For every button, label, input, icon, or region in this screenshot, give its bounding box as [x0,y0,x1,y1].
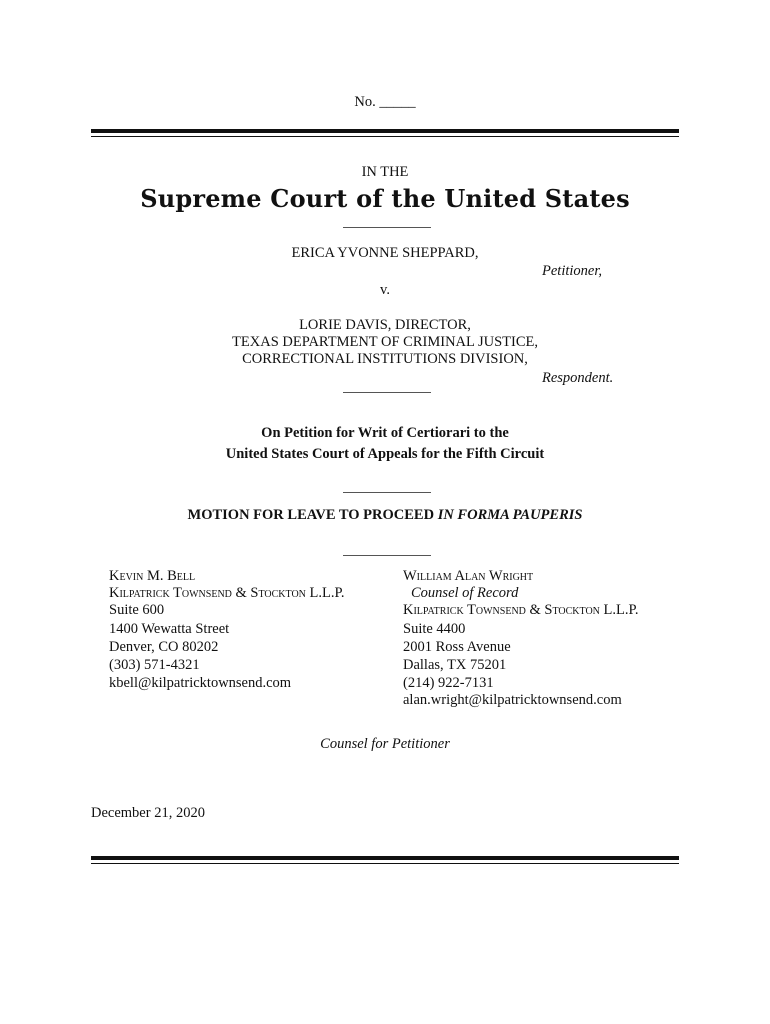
court-name: Supreme Court of the United States [140,184,630,213]
divider-3 [343,492,431,493]
divider-1 [343,227,431,228]
petition-line-2: United States Court of Appeals for the Fifth Circuit [225,446,545,462]
divider-2 [343,392,431,393]
top-rule-thick [91,129,679,133]
motion-title-prefix: MOTION FOR LEAVE TO PROCEED [187,507,438,523]
right-counsel-name: William Alan Wright [403,568,534,584]
respondent-line: CORRECTIONAL INSTITUTIONS DIVISION, [242,351,528,367]
respondent-role: Respondent. [542,370,614,386]
right-counsel-email: alan.wright@kilpatricktownsend.com [403,692,622,708]
in-the-label: IN THE [361,164,409,180]
bottom-rule-thin [91,863,679,864]
bottom-rule-thick [91,856,679,860]
respondent-line: LORIE DAVIS, DIRECTOR, [299,317,471,333]
left-counsel-suite: Suite 600 [109,602,165,618]
filing-date: December 21, 2020 [91,805,205,821]
right-counsel-city: Dallas, TX 75201 [403,657,507,673]
left-counsel-city: Denver, CO 80202 [109,639,219,655]
right-counsel-firm: Kilpatrick Townsend & Stockton L.L.P. [403,602,639,618]
docket-number: No. _____ [354,94,416,110]
left-counsel-street: 1400 Wewatta Street [109,621,230,637]
left-counsel-phone: (303) 571-4321 [109,657,200,673]
counsel-for: Counsel for Petitioner [320,736,450,752]
versus: v. [380,282,390,298]
motion-title [0,507,770,524]
right-counsel-suite: Suite 4400 [403,621,466,637]
motion-title-italic: IN FORMA PAUPERIS [437,507,583,523]
right-counsel-phone: (214) 922-7131 [403,675,494,691]
respondent-line: TEXAS DEPARTMENT OF CRIMINAL JUSTICE, [232,334,538,350]
left-counsel-email: kbell@kilpatricktownsend.com [109,675,292,691]
right-counsel-role: Counsel of Record [411,585,519,601]
left-counsel-firm: Kilpatrick Townsend & Stockton L.L.P. [109,585,345,601]
top-rule-thin [91,136,679,137]
left-counsel-name: Kevin M. Bell [109,568,196,584]
right-counsel-street: 2001 Ross Avenue [403,639,511,655]
petitioner-name: ERICA YVONNE SHEPPARD, [291,245,479,261]
divider-4 [343,555,431,556]
petition-line-1: On Petition for Writ of Certiorari to the [261,425,509,441]
petitioner-role: Petitioner, [542,263,603,279]
